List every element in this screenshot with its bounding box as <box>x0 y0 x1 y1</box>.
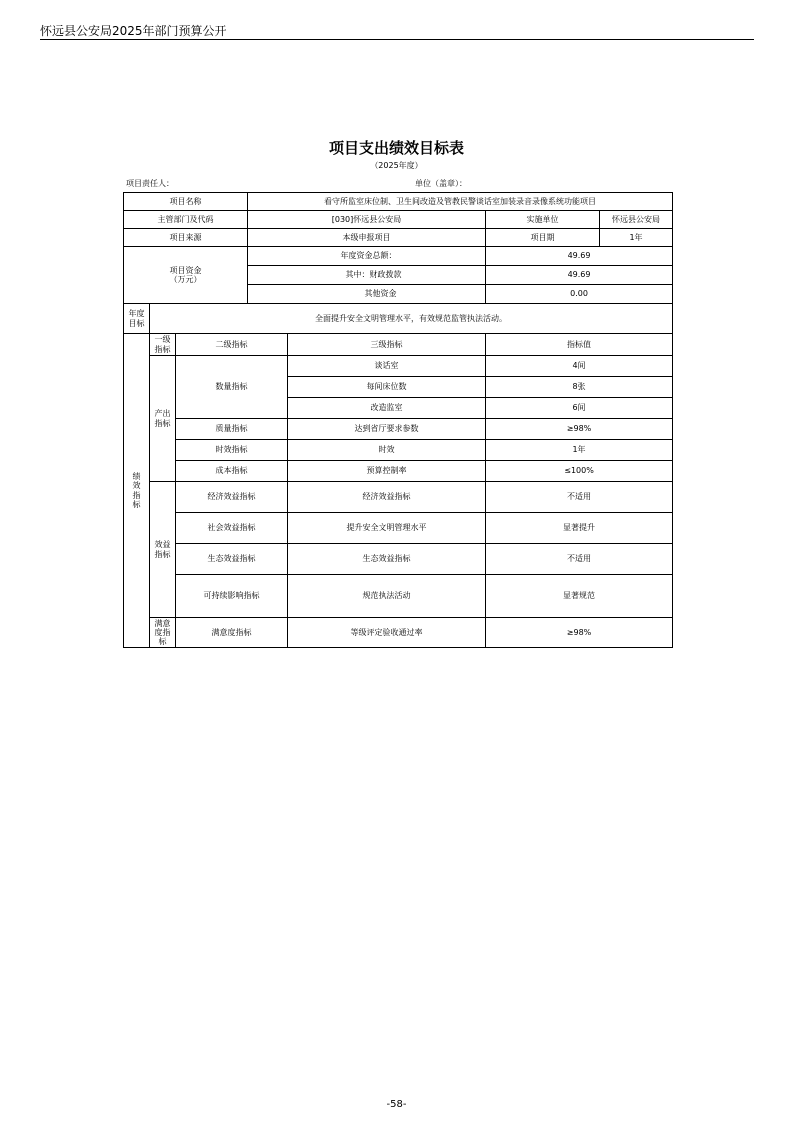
document-title: 项目支出绩效目标表 <box>328 139 464 157</box>
satisfaction-level2-label: 满意度指标 <box>176 618 288 648</box>
indicator-value: ≥98% <box>486 618 673 648</box>
page-number: -58- <box>386 1099 407 1110</box>
quantity-indicator-label: 数量指标 <box>176 356 288 419</box>
table-row <box>124 618 673 648</box>
funds-fiscal-label: 其中：财政拨款 <box>248 266 486 285</box>
quality-indicator-label: 质量指标 <box>176 419 288 440</box>
indicator-value: 显著规范 <box>486 575 673 618</box>
indicator-name: 规范执法活动 <box>288 575 486 618</box>
indicator-value: ≤100% <box>486 461 673 482</box>
indicator-value: 8张 <box>486 377 673 398</box>
table-row <box>124 513 673 544</box>
table-row <box>124 334 673 356</box>
level2-header: 二级指标 <box>176 334 288 356</box>
indicator-name: 每间床位数 <box>288 377 486 398</box>
indicator-name: 谈话室 <box>288 356 486 377</box>
ecological-indicator-label: 生态效益指标 <box>176 544 288 575</box>
table-row <box>124 461 673 482</box>
benefit-indicator-label: 效益指标 <box>150 482 176 618</box>
table-row <box>124 575 673 618</box>
project-name-label: 项目名称 <box>124 193 248 211</box>
period-value: 1年 <box>600 229 673 247</box>
indicator-name: 等级评定验收通过率 <box>288 618 486 648</box>
funds-total-value: 49.69 <box>486 247 673 266</box>
indicator-name: 预算控制率 <box>288 461 486 482</box>
impl-unit-label: 实施单位 <box>486 211 600 229</box>
table-row <box>124 304 673 334</box>
indicator-name: 改造监室 <box>288 398 486 419</box>
table-row <box>124 440 673 461</box>
indicator-value: 不适用 <box>486 544 673 575</box>
satisfaction-level1-label: 满意度指标 <box>150 618 176 648</box>
indicator-value: 1年 <box>486 440 673 461</box>
indicator-name: 提升安全文明管理水平 <box>288 513 486 544</box>
cost-indicator-label: 成本指标 <box>176 461 288 482</box>
indicator-value: ≥98% <box>486 419 673 440</box>
table-row <box>124 356 673 377</box>
funds-label: 项目资金 （万元） <box>124 247 248 304</box>
social-indicator-label: 社会效益指标 <box>176 513 288 544</box>
performance-indicator-label: 绩 效 指 标 <box>124 334 150 648</box>
header-rule <box>40 39 754 40</box>
source-value: 本级申报项目 <box>248 229 486 247</box>
indicator-value: 6间 <box>486 398 673 419</box>
level1-header: 一级指标 <box>150 334 176 356</box>
value-header: 指标值 <box>486 334 673 356</box>
indicator-value: 不适用 <box>486 482 673 513</box>
funds-total-label: 年度资金总额： <box>248 247 486 266</box>
impl-unit-value: 怀远县公安局 <box>600 211 673 229</box>
output-indicator-label: 产出指标 <box>150 356 176 482</box>
table-row <box>124 419 673 440</box>
annual-goal-label: 年度 目标 <box>124 304 150 334</box>
annual-goal-text: 全面提升安全文明管理水平，有效规范监管执法活动。 <box>150 304 673 334</box>
indicator-name: 达到省厅要求参数 <box>288 419 486 440</box>
indicator-name: 时效 <box>288 440 486 461</box>
period-label: 项目期 <box>486 229 600 247</box>
table-row <box>124 193 673 211</box>
project-name-value: 看守所监室床位制、卫生间改造及管教民警谈话室加装录音录像系统功能项目 <box>248 193 673 211</box>
unit-seal-label: 单位（盖章）： <box>415 179 467 188</box>
document-subtitle: （2025年度） <box>370 161 423 170</box>
sustainable-indicator-label: 可持续影响指标 <box>176 575 288 618</box>
funds-fiscal-value: 49.69 <box>486 266 673 285</box>
funds-other-value: 0.00 <box>486 285 673 304</box>
indicator-name: 经济效益指标 <box>288 482 486 513</box>
table-row <box>124 544 673 575</box>
timeliness-indicator-label: 时效指标 <box>176 440 288 461</box>
table-row <box>124 247 673 266</box>
indicator-name: 生态效益指标 <box>288 544 486 575</box>
source-label: 项目来源 <box>124 229 248 247</box>
performance-target-table <box>123 192 673 648</box>
dept-value: [030]怀远县公安局 <box>248 211 486 229</box>
dept-label: 主管部门及代码 <box>124 211 248 229</box>
table-row <box>124 482 673 513</box>
page-header-title: 怀远县公安局2025年部门预算公开 <box>40 24 227 38</box>
economic-indicator-label: 经济效益指标 <box>176 482 288 513</box>
responsible-person-label: 项目责任人： <box>126 179 174 188</box>
level3-header: 三级指标 <box>288 334 486 356</box>
table-row <box>124 211 673 229</box>
indicator-value: 4间 <box>486 356 673 377</box>
funds-other-label: 其他资金 <box>248 285 486 304</box>
table-row <box>124 229 673 247</box>
indicator-value: 显著提升 <box>486 513 673 544</box>
